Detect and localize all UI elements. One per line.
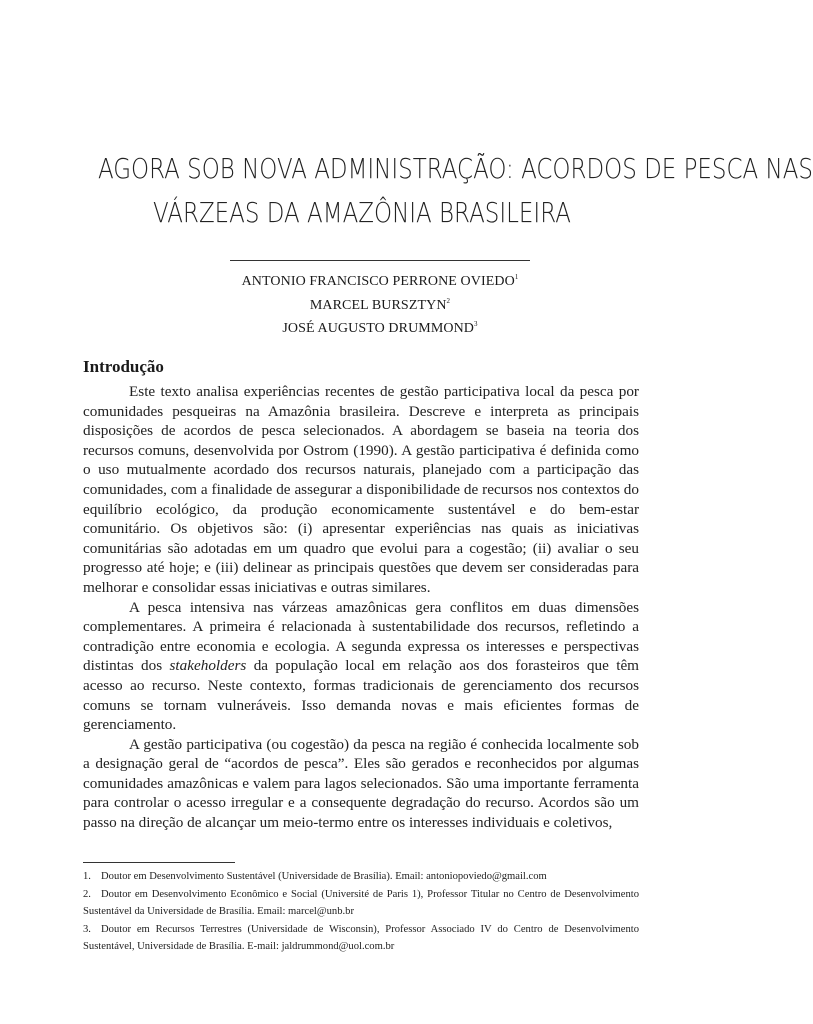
footnote-divider [83,862,235,863]
stakeholders-emphasis: stakeholders [169,657,247,675]
title-line-2: VÁRZEAS DA AMAZÔNIA BRASILEIRA [153,195,571,229]
author-name: ANTONIO FRANCISCO PERRONE OVIEDO$^1$ [241,273,519,289]
footnote-2: 2. Doutor em Desenvolvimento Econômico e Social (Université de Paris 1), Professor Titular no Centro de Desenvolvimento Sustentável da Universidade de Brasília. Email: marcel@unb.br [83,888,639,917]
footnote-3: 3. Doutor em Recursos Terrestres (Universidade de Wisconsin), Professor Associado IV do Centro de Desenvolvimento Sustentável, Universidade de Brasília. E-mail: jaldrummond@uol.com.br [83,923,639,952]
footnote-marker: 1 [514,273,519,281]
body-text [83,382,639,833]
author-name: MARCEL BURSZTYN$^2$ [309,296,451,313]
title-divider [230,260,530,261]
section-heading: Introdução [83,357,164,377]
title-line-1: AGORA SOB NOVA ADMINISTRAÇÃO: ACORDOS DE PESCA NAS [97,151,813,185]
footnotes [83,868,639,956]
paragraph-3: A gestão participativa (ou cogestão) da pesca na região é conhecida localmente sob a designação geral de “acordos de pesca”. Eles são gerados e reconhecidos por algumas comunidades amazônicas e valem para lagos selecionados. São uma importante ferramenta para controlar o acesso irregular e a consequente degradação do recurso. Acordos são um passo na direção de alcançar um meio-termo entre os interesses individuais e coletivos, [83,735,639,832]
footnote-1: 1. Doutor em Desenvolvimento Sustentável (Universidade de Brasília). Email: antoniopoviedo@gmail.com [83,871,547,882]
footnote-marker: 2 [446,296,451,305]
paragraph-1: Este texto analisa experiências recentes de gestão participativa local da pesca por comunidades pesqueiras na Amazônia brasileira. Descreve e interpreta as principais disposições de acordos de pesca selecionados. A abordagem se baseia na teoria dos recursos comuns, desenvolvida por Ostrom (1990). A gestão participativa é definida como o uso mutualmente acordado dos recursos naturais, planejado com a participação das comunidades, com a finalidade de assegurar a disponibilidade de recursos nos contextos do equilíbrio ecológico, da produção economicamente sustentável e do bem-estar comunitário. Os objetivos são: (i) apresentar experiências nas quais as iniciativas comunitárias são adotadas em um quadro que evolui para a cogestão; (ii) avaliar o seu progresso até hoje; e (iii) delinear as principais questões que devem ser consideradas para melhorar e consolidar essas iniciativas e outras similares. [83,383,639,596]
footnote-marker: 3 [474,320,478,328]
author-list [200,268,560,339]
paragraph-2: A pesca intensiva nas várzeas amazônicas gera conflitos em duas dimensões complementares. A primeira é relacionada à sustentabilidade dos recursos, refletindo a contradição entre economia e ecologia. A segunda expressa os interesses e perspectivas distintas dos stakeholders da população local em relação aos dos forasteiros que têm acesso ao recurso. Neste contexto, formas tradicionais de gerenciamento dos recursos comuns se tornam vulneráveis. Isso demanda novas e mais eficientes formas de gerenciamento. [83,598,639,734]
author-name: JOSÉ AUGUSTO DRUMMOND$^3$ [282,320,478,336]
article-title [97,147,813,235]
